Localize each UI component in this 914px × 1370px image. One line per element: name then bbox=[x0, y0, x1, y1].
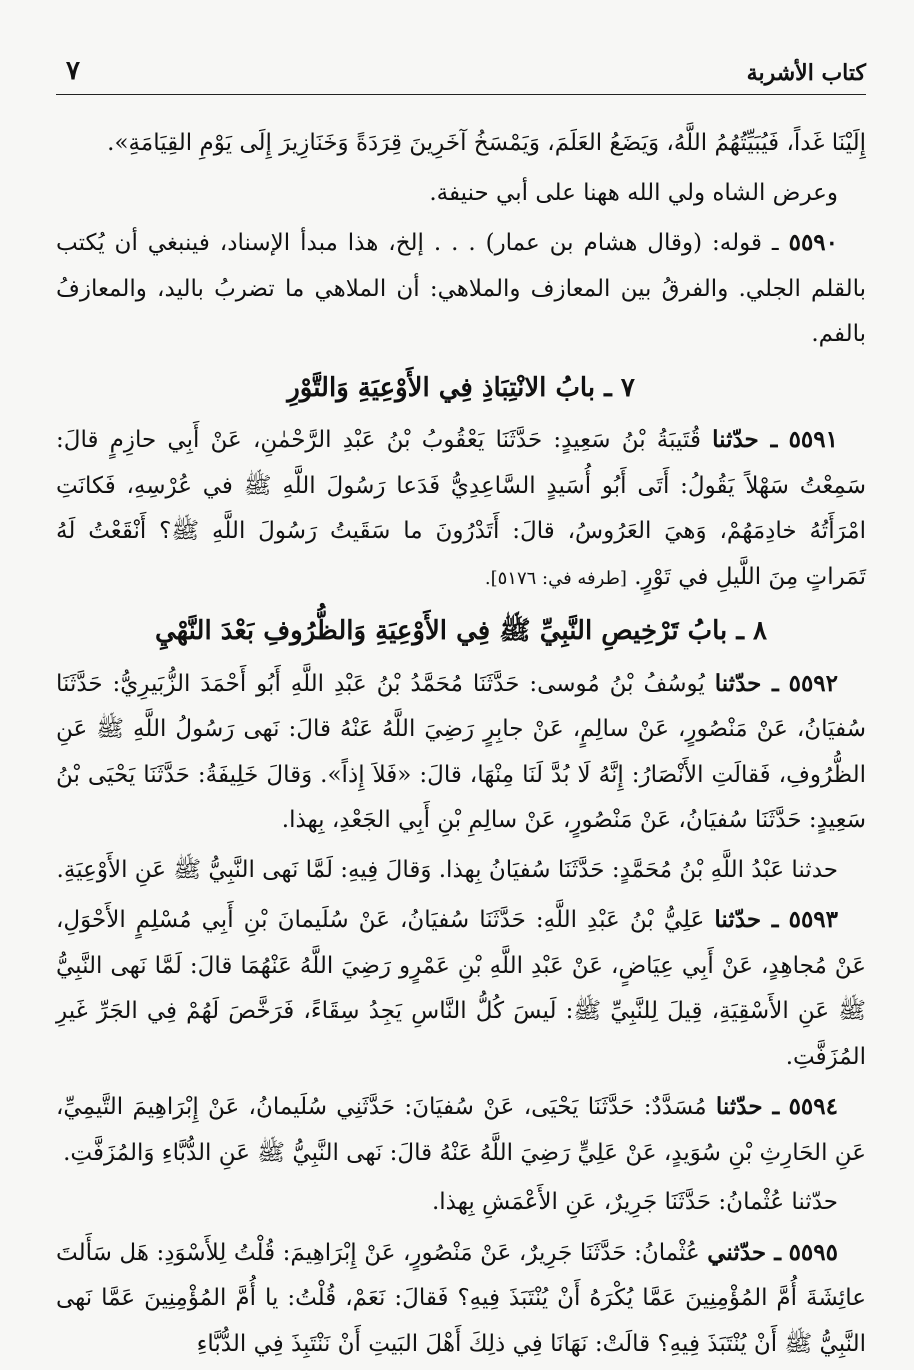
paragraph-text: عَلِيُّ بْنُ عَبْدِ اللَّهِ: حَدَّثَنَا سُفيَانُ، عَنْ سُلَيمانَ بْنِ أَبِي مُسْلِمٍ الأَحْوَلِ، عَنْ مُجاهِدٍ، عَنْ أَبِي عِيَاضٍ، عَنْ عَبْدِ اللَّهِ بْنِ عَمْرٍو رَضِيَ اللَّهُ عَنْهُمَا قالَ: لَمَّا نَهى النَّبِيُّ ﷺ عَنِ الأَسْقِيَةِ، قِيلَ لِلنَّبِيِّ ﷺ: لَيسَ كُلُّ النَّاسِ يَجِدُ سِقَاءً، فَرَخَّصَ لَهُمْ فِي الجَرِّ غَيرِ المُزَفَّتِ. bbox=[56, 907, 866, 1070]
chapter-heading: ٧ ـ بابُ الانْتِبَاذِ فِي الأَوْعِيَةِ وَالتَّوْرِ bbox=[287, 372, 635, 403]
hadith-lead: ـ حدّثنا bbox=[715, 1093, 780, 1120]
hadith-number: ٥٥٩٠ bbox=[788, 229, 839, 256]
hadith-paragraph bbox=[56, 1084, 866, 1176]
hadith-lead: ـ حدّثنا bbox=[714, 669, 779, 697]
hadith-number: ٥٥٩١ bbox=[788, 426, 838, 453]
hadith-number: ٥٥٩٣ bbox=[788, 906, 839, 933]
hadith-paragraph bbox=[56, 661, 866, 844]
hadith-lead: ـ حدّثني bbox=[707, 1238, 782, 1266]
book-title: كتاب الأشربة bbox=[746, 60, 866, 86]
book-page bbox=[56, 50, 866, 1357]
paragraph-text: عُثْمانُ: حَدَّثَنَا جَرِيرٌ، عَنْ مَنْصُورٍ، عَنْ إِبْرَاهِيمَ: قُلْتُ لِلأَسْوَدِ: هَل سَأَلتَ عائِشَةَ أُمَّ المُؤْمِنِينَ عَمَّا يُكْرَهُ أَنْ يُنْتَبَذَ فِيهِ؟ فَقالَ: نَعَمْ، قُلْتُ: يا أُمَّ المُؤْمِنِينَ عَمَّا نَهى النَّبِيُّ ﷺ أَنْ يُنْتَبَذَ فِيهِ؟ قالَتْ: نَهَانَا فِي ذلِكَ أَهْلَ البَيتِ أَنْ نَنْتَبِذَ فِي الدُّبَّاءِ bbox=[56, 1239, 866, 1357]
paragraph-text: قُتَيبَةُ بْنُ سَعِيدٍ: حَدَّثَنَا يَعْقُوبُ بْنُ عَبْدِ الرَّحْمٰنِ، عَنْ أَبِي حازِمٍ قالَ: سَمِعْتُ سَهْلاً يَقُولُ: أَتَى أَبُو أُسَيدٍ السَّاعِدِيُّ فَدَعا رَسُولَ اللَّهِ ﷺ في عُرْسِهِ، فَكانَتِ امْرَأَتُهُ خادِمَهُمْ، وَهيَ العَرُوسُ، قالَ: أَتَدْرُونَ ما سَقَيتُ رَسُولَ اللَّهِ ﷺ؟ أَنْقَعْتُ لَهُ تَمَراتٍ مِنَ اللَّيلِ في تَوْرٍ. bbox=[56, 427, 866, 590]
paragraph-text: حدّثنا عُثْمانُ: حَدَّثَنَا جَرِيرٌ، عَنِ الأَعْمَشِ بِهذا. bbox=[431, 1189, 838, 1215]
paragraph-text: ـ قوله: (وقال هشام بن عمار) . . . إلخ، هذا مبدأ الإسناد، فينبغي أن يُكتب بالقلم الجلي. والفرقُ بين المعازف والملاهي: أن الملاهي ما تضربُ باليد، والمعازفُ بالفم. bbox=[56, 230, 866, 347]
hadith-paragraph bbox=[56, 1230, 866, 1368]
hadith-lead: ـ حدّثنا bbox=[712, 426, 778, 453]
hadith-number: ٥٥٩٤ bbox=[788, 1093, 838, 1120]
hadith-paragraph bbox=[56, 417, 866, 601]
paragraph-text: حدثنا عَبْدُ اللَّهِ بْنُ مُحَمَّدٍ: حَدَّثَنَا سُفيَانُ بِهذا. وَقالَ فِيهِ: لَمَّا نَهى النَّبِيُّ ﷺ عَنِ الأَوْعِيَةِ. bbox=[56, 856, 838, 883]
page-header bbox=[56, 50, 866, 95]
paragraph bbox=[56, 171, 866, 217]
paragraph-text: مُسَدَّدٌ: حَدَّثَنَا يَحْيَى، عَنْ سُفيَانَ: حَدَّثَنِي سُلَيمانُ، عَنْ إِبْرَاهِيمَ التَّيمِيِّ، عَنِ الحَارِثِ بْنِ سُوَيدٍ، عَنْ عَلِيٍّ رَضِيَ اللَّهُ عَنْهُ قالَ: نَهى النَّبِيُّ ﷺ عَنِ الدُّبَّاءِ وَالمُزَفَّتِ. bbox=[56, 1094, 866, 1166]
chapter-heading: ٨ ـ بابُ تَرْخِيصِ النَّبِيِّ ﷺ فِي الأَوْعِيَةِ وَالظُّرُوفِ بَعْدَ النَّهْيِ bbox=[155, 616, 767, 646]
paragraph bbox=[56, 121, 866, 167]
paragraph-text: يُوسُفُ بْنُ مُوسى: حَدَّثَنَا مُحَمَّدُ بْنُ عَبْدِ اللَّهِ أَبُو أَحْمَدَ الزُّبَيرِيُّ: حَدَّثَنَا سُفيَانُ، عَنْ مَنْصُورٍ، عَنْ سالِمٍ، عَنْ جابِرٍ رَضِيَ اللَّهُ عَنْهُ قالَ: نَهى رَسُولُ اللَّهِ ﷺ عَنِ الظُّرُوفِ، فَقالَتِ الأَنْصَارُ: إِنَّهُ لَا بُدَّ لَنَا مِنْهَا، قالَ: «فَلاَ إِذاً». وَقالَ خَلِيفَةُ: حَدَّثَنَا يَحْيَى بْنُ سَعِيدٍ: حَدَّثَنَا سُفيَانُ، عَنْ مَنْصُورٍ، عَنْ سالِمِ بْنِ أَبِي الجَعْدِ، بِهذا. bbox=[56, 670, 866, 833]
cross-reference: [طرفه في: ٥١٧٦]. bbox=[484, 567, 627, 589]
paragraph-text: وعرض الشاه ولي الله ههنا على أبي حنيفة. bbox=[429, 179, 838, 206]
page-number: ٧ bbox=[66, 56, 80, 86]
paragraph bbox=[56, 848, 866, 894]
page-body bbox=[56, 121, 866, 1367]
hadith-paragraph bbox=[56, 897, 866, 1080]
hadith-number: ٥٥٩٢ bbox=[788, 669, 839, 697]
paragraph-text: إِلَيْنَا غَداً، فَيُبَيِّتُهُمُ اللَّهُ، وَيَضَعُ العَلَمَ، وَيَمْسَخُ آخَرِينَ قِرَدَةً وَخَنَازِيرَ إِلَى يَوْمِ القِيَامَةِ». bbox=[107, 130, 866, 156]
commentary-paragraph bbox=[56, 220, 866, 358]
hadith-number: ٥٥٩٥ bbox=[788, 1238, 838, 1266]
paragraph bbox=[56, 1180, 866, 1226]
hadith-lead: ـ حدّثنا bbox=[714, 906, 779, 933]
